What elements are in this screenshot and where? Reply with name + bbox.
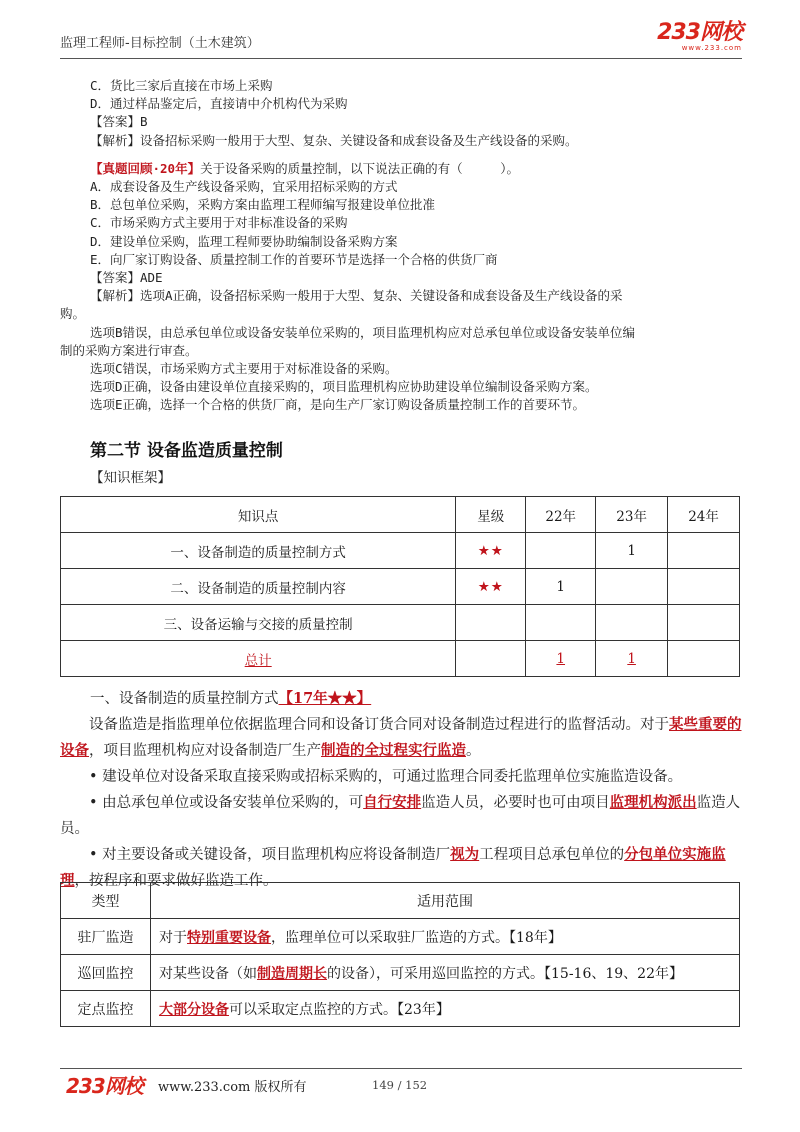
table-cell: 1 [596,533,668,569]
table-header-row [61,497,740,533]
highlight: 大部分设备 [159,1001,229,1018]
option-line: B．总包单位采购，采购方案由监理工程师编写报建设单位批准 [90,197,436,213]
brand-logo: 233网校 www.233.com [657,20,742,52]
footer-logo: 233网校 [66,1074,143,1098]
analysis-line: 【解析】选项A正确，设备招标采购一般用于大型、复杂、关键设备和成套设备及生产线设备的采 [90,288,623,304]
document-title: 监理工程师-目标控制（土木建筑） [60,36,260,51]
option-line: D．建设单位采购，监理工程师要协助编制设备采购方案 [90,233,398,249]
option-line: D．通过样品鉴定后，直接请中介机构代为采购 [90,96,348,112]
table-cell [526,605,596,641]
star-rating: ★★ [456,533,526,569]
total-value: 1 [596,641,668,677]
table-row [61,919,740,955]
bullet-item: • 对主要设备或关键设备，项目监理机构应将设备制造厂视为工程项目总承包单位的分包单位实施监理，按程序和要求做好监造工作。 [60,846,726,889]
star-rating: ★★ [456,569,526,605]
table-cell [456,641,526,677]
page-number: 149 / 152 [372,1078,428,1092]
type-cell: 驻厂监造 [61,919,151,955]
table-row [61,955,740,991]
highlight: 视为 [450,846,480,863]
knowledge-table [60,496,740,677]
highlight: 监理机构派出 [609,794,697,811]
star-rating [456,605,526,641]
table-header: 23年 [596,497,668,533]
exam-tag: 【真题回顾·20年】 [90,160,201,176]
table-header: 24年 [668,497,740,533]
analysis-line: 【解析】设备招标采购一般用于大型、复杂、关键设备和成套设备及生产线设备的采购。 [90,132,578,148]
highlight: 制造周期长 [257,965,327,982]
question-block [60,77,742,415]
section-title: 第二节 设备监造质量控制 [90,441,283,461]
page-header [60,22,742,58]
option-line: C．货比三家后直接在市场上采购 [90,78,273,93]
analysis-line: 购。 [60,306,86,322]
table-row [61,605,740,641]
table-cell [596,605,668,641]
analysis-line: 选项E正确，选择一个合格的供货厂商，是向生产厂家订购设备质量控制工作的首要环节。 [90,397,586,413]
framework-label: 【知识框架】 [90,470,171,486]
scope-cell: 对某些设备（如制造周期长的设备），可采用巡回监控的方式。【15-16、19、22年】 [151,955,740,991]
highlight: 自行安排 [363,794,422,811]
table-header: 知识点 [61,497,456,533]
analysis-line: 选项C错误，市场采购方式主要用于对标准设备的采购。 [90,361,398,377]
scope-cell: 大部分设备可以采取定点监控的方式。【23年】 [151,991,740,1027]
footer-site: www.233.com 版权所有 [158,1080,307,1095]
supervision-types-table [60,882,740,1027]
footer-divider [60,1068,742,1069]
bullet-item: • 建设单位对设备采取直接采购或招标采购的，可通过监理合同委托监理单位实施监造设备。 [89,769,683,785]
table-header: 22年 [526,497,596,533]
table-row [61,533,740,569]
table-row [61,569,740,605]
exam-tag: 【17年★★】 [278,690,372,707]
table-header: 星级 [456,497,526,533]
table-cell [668,569,740,605]
question-stem: 【真题回顾·20年】关于设备采购的质量控制，以下说法正确的有（ ）。 [90,160,519,176]
answer-line: 【答案】ADE [90,270,163,286]
answer-line: 【答案】B [90,114,148,130]
highlight: 特别重要设备 [187,929,271,946]
option-line: E．向厂家订购设备、质量控制工作的首要环节是选择一个合格的供货厂商 [90,251,498,267]
analysis-line: 选项B错误，由总承包单位或设备安装单位采购的，项目监理机构应对总承包单位或设备安装单位编 [90,324,636,340]
table-cell [668,605,740,641]
table-cell: 1 [526,569,596,605]
highlight: 制造的全过程实行监造 [321,742,466,759]
table-cell [526,533,596,569]
table-header: 类型 [61,883,151,919]
table-total-row [61,641,740,677]
bullet-item: • 由总承包单位或设备安装单位采购的，可自行安排监造人员，必要时也可由项目监理机构派出监造人员。 [60,794,741,837]
option-line: A．成套设备及生产线设备采购，宜采用招标采购的方式 [90,179,398,195]
option-line: C．市场采购方式主要用于对非标准设备的采购 [90,215,348,231]
total-value: 1 [526,641,596,677]
highlight: 分包单位实施监理 [60,846,726,889]
analysis-line: 制的采购方案进行审查。 [60,342,198,358]
table-cell: 一、设备制造的质量控制方式 [61,533,456,569]
total-label: 总计 [61,641,456,677]
subsection-heading: 一、设备制造的质量控制方式【17年★★】 [90,690,372,707]
type-cell: 巡回监控 [61,955,151,991]
table-cell [668,533,740,569]
analysis-line: 选项D正确，设备由建设单位直接采购的，项目监理机构应协助建设单位编制设备采购方案。 [90,379,598,395]
paragraph: 设备监造是指监理单位依据监理合同和设备订货合同对设备制造过程进行的监督活动。对于某些重要的设备，项目监理机构应对设备制造厂生产制造的全过程实行监造。 [60,716,742,759]
table-cell: 三、设备运输与交接的质量控制 [61,605,456,641]
highlight: 某些重要的设备 [60,716,742,759]
type-cell: 定点监控 [61,991,151,1027]
table-cell [596,569,668,605]
table-cell: 二、设备制造的质量控制内容 [61,569,456,605]
scope-cell: 对于特别重要设备，监理单位可以采取驻厂监造的方式。【18年】 [151,919,740,955]
table-header: 适用范围 [151,883,740,919]
table-cell [668,641,740,677]
table-row [61,991,740,1027]
table-header-row [61,883,740,919]
header-divider [60,58,742,59]
